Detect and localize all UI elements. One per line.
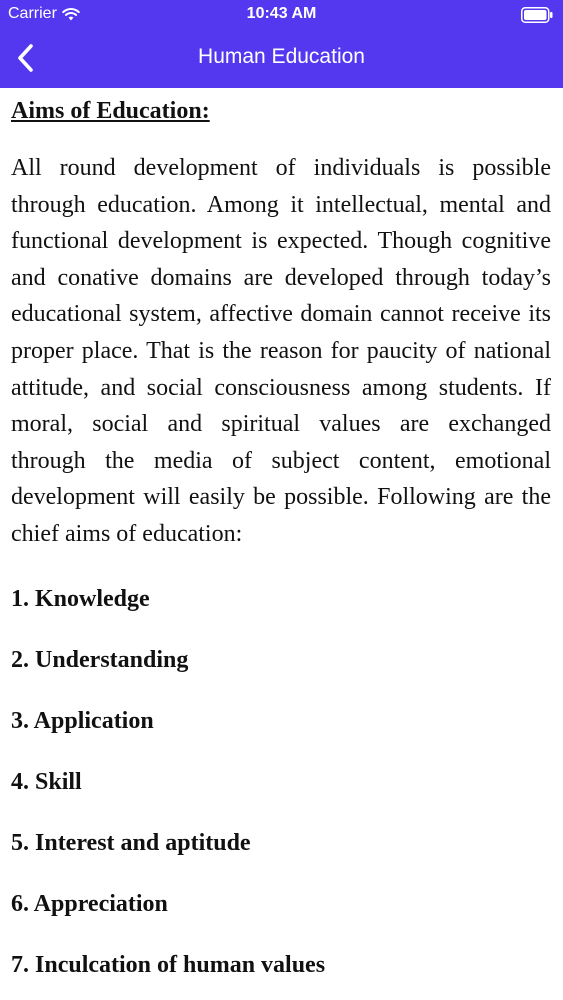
list-item: 5. Interest and aptitude bbox=[11, 829, 251, 856]
carrier-label: Carrier bbox=[8, 5, 57, 22]
section-heading: Aims of Education: bbox=[11, 98, 210, 124]
list-item: 2. Understanding bbox=[11, 646, 189, 673]
page-title: Human Education bbox=[198, 45, 365, 68]
battery-icon bbox=[521, 7, 553, 23]
list-item: 1. Knowledge bbox=[11, 585, 150, 612]
aims-list bbox=[11, 569, 551, 996]
list-item: 6. Appreciation bbox=[11, 890, 168, 917]
status-bar bbox=[0, 0, 563, 30]
list-item: 4. Skill bbox=[11, 768, 82, 795]
article-content bbox=[11, 88, 551, 996]
list-item: 7. Inculcation of human values bbox=[11, 951, 326, 978]
list-item: 3. Application bbox=[11, 707, 154, 734]
navigation-bar bbox=[0, 30, 563, 88]
status-time: 10:43 AM bbox=[246, 5, 317, 22]
app-header bbox=[0, 0, 563, 88]
article-paragraph: All round development of individuals is possible through education. Among it intellectual, mental and functional development is expected. Though cognitive and conative domains are developed through today’s educational system, affective domain cannot receive its proper place. That is the reason for paucity of national attitude, and social consciousness among students. If moral, social and spiritual values are exchanged through the media of subject content, emotional development will easily be possible. Following are the chief aims of education: bbox=[11, 155, 551, 547]
